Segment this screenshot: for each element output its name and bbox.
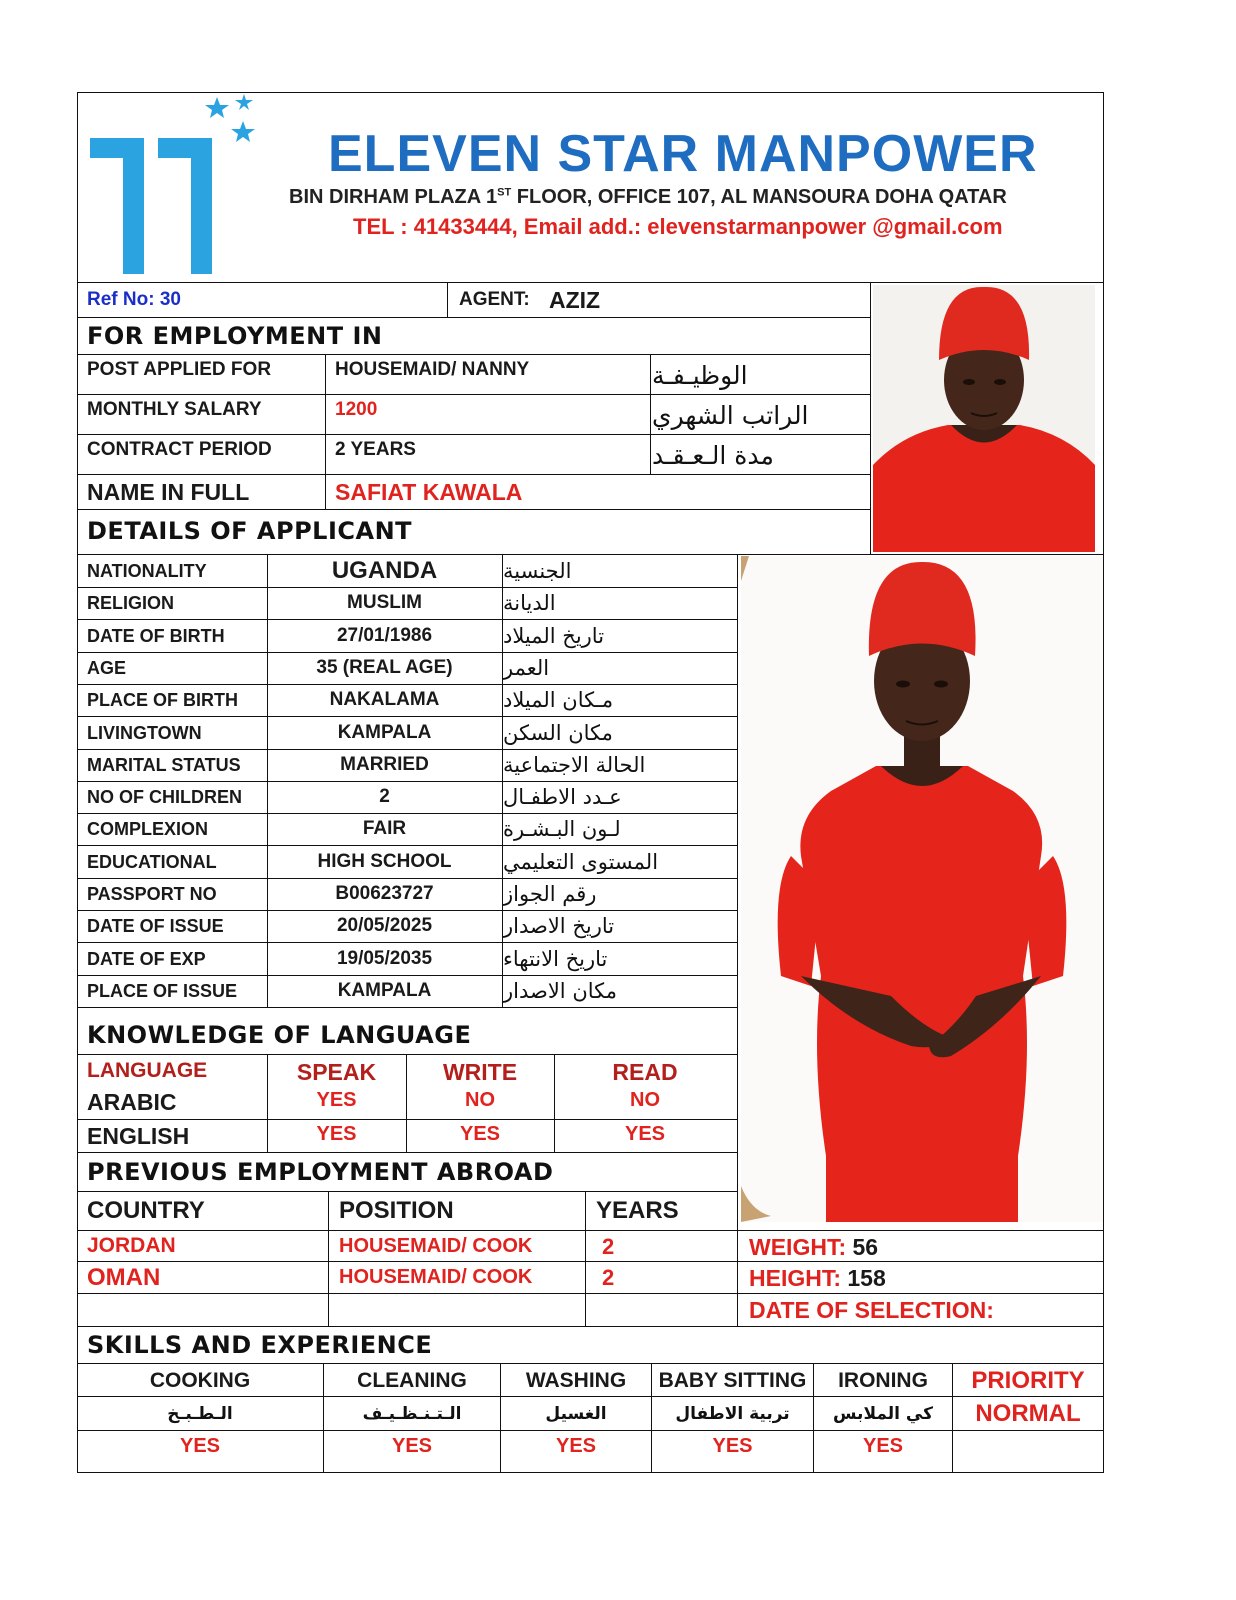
detail-value: B00623727: [335, 883, 434, 904]
detail-value: 20/05/2025: [336, 915, 433, 936]
detail-label: PLACE OF BIRTH: [87, 689, 238, 710]
language-header-write: WRITE: [442, 1058, 518, 1085]
skill-name: CLEANING: [357, 1368, 467, 1392]
skill-value: YES: [555, 1434, 597, 1457]
detail-arabic: الديانة: [503, 591, 556, 615]
priority-label: PRIORITY: [971, 1366, 1085, 1394]
previous-country: JORDAN: [87, 1234, 176, 1257]
employment-value: HOUSEMAID/ NANNY: [335, 359, 530, 380]
detail-label: DATE OF EXP: [87, 948, 206, 969]
detail-label: COMPLEXION: [87, 818, 209, 839]
language-write: YES: [459, 1122, 501, 1145]
detail-value: 27/01/1986: [336, 625, 433, 646]
previous-country: OMAN: [87, 1264, 161, 1291]
skill-value: YES: [391, 1434, 433, 1457]
detail-arabic: تاريخ الميلاد: [503, 624, 605, 648]
language-speak: YES: [316, 1088, 357, 1111]
language-speak: YES: [316, 1122, 357, 1145]
detail-arabic: مـكان الميلاد: [503, 688, 614, 712]
detail-value: FAIR: [362, 818, 407, 839]
previous-header-country: COUNTRY: [87, 1197, 205, 1224]
detail-arabic: رقم الجواز: [503, 882, 597, 906]
name-label: NAME IN FULL: [87, 478, 250, 505]
detail-label: RELIGION: [87, 592, 175, 613]
skill-arabic: الـتـنـظـيـف: [362, 1403, 462, 1424]
language-write: NO: [465, 1088, 495, 1111]
detail-label: PASSPORT NO: [87, 883, 217, 904]
monthly-salary-value: 1200: [335, 399, 378, 420]
language-name: ENGLISH: [87, 1122, 190, 1149]
detail-value: UGANDA: [331, 557, 438, 584]
skill-name: WASHING: [525, 1368, 627, 1392]
detail-value: KAMPALA: [337, 980, 432, 1001]
detail-value: MARRIED: [340, 754, 429, 775]
name-value: SAFIAT KAWALA: [335, 478, 523, 505]
skill-name: IRONING: [838, 1368, 928, 1392]
detail-arabic: المستوى التعليمي: [503, 850, 659, 874]
detail-value: 19/05/2035: [336, 948, 433, 969]
detail-arabic: الجنسية: [503, 559, 572, 583]
detail-value: MUSLIM: [347, 592, 422, 613]
detail-arabic: مكان السكن: [503, 721, 613, 745]
section-title-skills: SKILLS AND EXPERIENCE: [87, 1331, 433, 1359]
detail-value: HIGH SCHOOL: [317, 851, 452, 872]
skill-value: YES: [862, 1434, 904, 1457]
employment-label: CONTRACT PERIOD: [87, 439, 272, 460]
detail-arabic: تاريخ الاصدار: [503, 914, 615, 938]
language-read: YES: [624, 1122, 666, 1145]
agent-label: AGENT:: [459, 289, 530, 310]
employment-arabic: الوظيـفـة: [652, 360, 748, 390]
skill-value: YES: [712, 1434, 753, 1457]
priority-value: NORMAL: [975, 1399, 1081, 1427]
skill-name: BABY SITTING: [658, 1368, 807, 1392]
detail-label: PLACE OF ISSUE: [87, 980, 238, 1001]
detail-arabic: مكان الاصدار: [503, 979, 617, 1003]
detail-arabic: الحالة الاجتماعية: [503, 753, 646, 777]
detail-label: DATE OF ISSUE: [87, 915, 224, 936]
previous-position: HOUSEMAID/ COOK: [339, 1265, 533, 1288]
skill-arabic: الـطـبـخ: [167, 1403, 233, 1424]
date-of-selection-label: DATE OF SELECTION:: [749, 1296, 994, 1323]
detail-value: NAKALAMA: [329, 689, 440, 710]
skill-arabic: كي الملابس: [833, 1403, 933, 1424]
employment-label: MONTHLY SALARY: [87, 399, 262, 420]
detail-value: 35 (REAL AGE): [316, 657, 453, 678]
stars-icon: [200, 93, 270, 153]
language-header-read: READ: [612, 1058, 678, 1085]
previous-position: HOUSEMAID/ COOK: [339, 1234, 533, 1257]
company-name: ELEVEN STAR MANPOWER: [328, 125, 1038, 183]
skill-arabic: تربية الاطفال: [675, 1403, 790, 1424]
detail-label: DATE OF BIRTH: [87, 625, 225, 646]
detail-label: NATIONALITY: [87, 560, 207, 581]
section-title-language: KNOWLEDGE OF LANGUAGE: [87, 1021, 472, 1049]
detail-label: AGE: [87, 657, 127, 678]
previous-header-position: POSITION: [339, 1197, 454, 1224]
employment-arabic: الراتب الشهري: [652, 400, 809, 430]
agent-value: AZIZ: [549, 286, 601, 313]
section-title-employment: FOR EMPLOYMENT IN: [87, 322, 383, 350]
detail-value: 2: [379, 786, 390, 807]
detail-value: KAMPALA: [337, 722, 432, 743]
language-header-speak: SPEAK: [296, 1058, 377, 1085]
employment-arabic: مدة الـعـقـد: [652, 440, 774, 470]
detail-arabic: العمر: [503, 656, 550, 680]
employment-value: 2 YEARS: [335, 439, 416, 460]
language-read: NO: [630, 1088, 660, 1111]
detail-arabic: تاريخ الانتهاء: [503, 947, 608, 971]
detail-label: MARITAL STATUS: [87, 754, 241, 775]
detail-arabic: عـدد الاطفـال: [503, 785, 622, 809]
detail-label: EDUCATIONAL: [87, 851, 217, 872]
section-title-previous: PREVIOUS EMPLOYMENT ABROAD: [87, 1158, 554, 1186]
employment-label: POST APPLIED FOR: [87, 359, 272, 380]
skill-name: COOKING: [149, 1368, 251, 1392]
company-address: BIN DIRHAM PLAZA 1ST FLOOR, OFFICE 107, AL MANSOURA DOHA QATAR: [289, 186, 1007, 208]
skill-arabic: الغسيل: [545, 1403, 607, 1424]
detail-label: NO OF CHILDREN: [87, 786, 242, 807]
skill-value: YES: [179, 1434, 221, 1457]
previous-years: 2: [602, 1265, 615, 1290]
detail-label: LIVINGTOWN: [87, 722, 202, 743]
company-contact: TEL : 41433444, Email add.: elevenstarmanpower @gmail.com: [353, 214, 1003, 239]
section-title-details: DETAILS OF APPLICANT: [87, 517, 413, 545]
height-field: HEIGHT: 158: [749, 1264, 886, 1291]
detail-arabic: لـون البـشـرة: [503, 817, 621, 841]
applicant-full-body-photo: [741, 556, 1103, 1222]
weight-field: WEIGHT: 56: [749, 1233, 879, 1260]
language-header-language: LANGUAGE: [87, 1059, 208, 1082]
applicant-portrait-photo: [873, 285, 1095, 552]
previous-years: 2: [602, 1234, 615, 1259]
ref-number: Ref No: 30: [87, 289, 181, 310]
previous-header-years: YEARS: [596, 1197, 679, 1224]
language-name: ARABIC: [87, 1088, 177, 1115]
